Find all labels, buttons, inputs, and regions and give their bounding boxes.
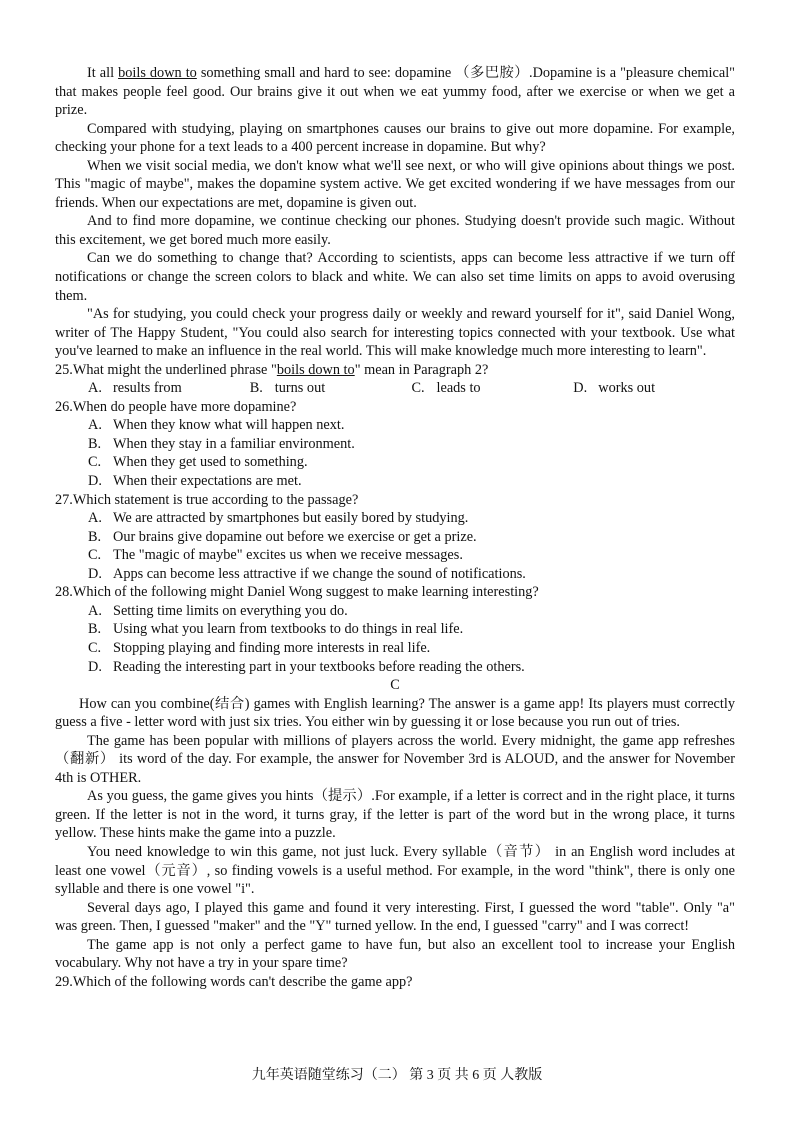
question-28: 28.Which of the following might Daniel Wong suggest to make learning interesting?: [55, 584, 539, 601]
passage-paragraph: The game app is not only a perfect game to have fun, but also an excellent tool to increase your English vocabulary. Why not have a try in your spare time?: [55, 936, 735, 972]
question-25-options: [55, 379, 735, 398]
passage-paragraph: Compared with studying, playing on smartphones causes our brains to give out more dopamine. For example, checking your phone for a text leads to a 400 percent increase in dopamine. But why?: [55, 120, 735, 156]
option: B. Our brains give dopamine out before we exercise or get a prize.: [88, 528, 477, 545]
question-25: 25.What might the underlined phrase "boils down to" mean in Paragraph 2?: [55, 361, 489, 378]
passage-paragraph: It all boils down to something small and hard to see: dopamine （多巴胺）.Dopamine is a "pleasure chemical" that makes people feel good. Our brains give it out when we eat yummy food, after we exercise or when we get a prize.: [55, 65, 736, 119]
section-heading-c: C: [390, 677, 400, 694]
worksheet-page: [55, 64, 735, 991]
page-footer: 九年英语随堂练习（二） 第 3 页 共 6 页 人教版: [251, 1068, 543, 1083]
underlined-phrase: boils down to: [118, 65, 197, 81]
option: D. Apps can become less attractive if we change the sound of notifications.: [88, 565, 526, 582]
option: D. Reading the interesting part in your textbooks before reading the others.: [88, 658, 525, 675]
option: C. leads to: [411, 380, 481, 397]
passage-paragraph: When we visit social media, we don't know what we'll see next, or who will give opinions about things we post. This "magic of maybe", makes the dopamine system active. We get excited wondering if we have messages from our friends. When our expectations are met, dopamine is given out.: [55, 157, 735, 211]
option: A. When they know what will happen next.: [88, 417, 345, 434]
passage-paragraph: "As for studying, you could check your progress daily or weekly and reward yourself for it", said Daniel Wong, writer of The Happy Student, "You could also search for interesting topics connected with your textbook. Use what you've learned to make an influence in the real world. This will make knowledge much more interesting to learn".: [55, 306, 735, 360]
option: A. Setting time limits on everything you do.: [88, 602, 348, 619]
question-26: 26.When do people have more dopamine?: [55, 398, 297, 415]
question-29: 29.Which of the following words can't describe the game app?: [55, 973, 413, 990]
option: A. We are attracted by smartphones but easily bored by studying.: [88, 510, 469, 527]
passage-paragraph: How can you combine(结合) games with English learning? The answer is a game app! Its players must correctly guess a five - letter word with just six tries. You either win by guessing it or lose because you run out of tries.: [55, 695, 735, 731]
option: A. results from: [88, 380, 182, 397]
option: B. Using what you learn from textbooks to do things in real life.: [88, 621, 464, 638]
underlined-phrase: boils down to: [276, 361, 355, 378]
option: C. When they get used to something.: [88, 454, 308, 471]
option: B. When they stay in a familiar environment.: [88, 435, 355, 452]
option: D. When their expectations are met.: [88, 473, 302, 490]
option: D. works out: [573, 380, 656, 397]
passage-paragraph: The game has been popular with millions of players across the world. Every midnight, the game app refreshes（翻新） its word of the day. For example, the answer for November 3rd is ALOUD, and the answer for November 4th is OTHER.: [55, 732, 735, 786]
passage-paragraph: As you guess, the game gives you hints（提示）.For example, if a letter is correct and in the right place, it turns green. If the letter is not in the word, it turns gray, if the letter is part of the word but in the wrong place, it turns yellow. These hints make the game into a puzzle.: [55, 788, 735, 842]
passage-paragraph: Can we do something to change that? According to scientists, apps can become less attractive if we turn off notifications or change the screen colors to black and white. We can also set time limits on apps to avoid overusing them.: [55, 250, 735, 304]
option: C. The "magic of maybe" excites us when we receive messages.: [88, 547, 463, 564]
passage-paragraph: You need knowledge to win this game, not just luck. Every syllable（音节） in an English word includes at least one vowel（元音）, so finding vowels is a useful method. For example, in the word "think", there is only one syllable and there is one vowel "i".: [55, 843, 735, 898]
option: C. Stopping playing and finding more interests in real life.: [88, 639, 431, 656]
passage-paragraph: Several days ago, I played this game and found it very interesting. First, I guessed the word "table". Only "a" was green. Then, I guessed "maker" and the "Y" turned yellow. In the end, I guessed "carry" and I was correct!: [55, 899, 735, 935]
option: B. turns out: [249, 380, 326, 397]
question-27: 27.Which statement is true according to the passage?: [55, 491, 359, 508]
passage-paragraph: And to find more dopamine, we continue checking our phones. Studying doesn't provide such magic. Without this excitement, we get bored much more easily.: [55, 213, 735, 248]
